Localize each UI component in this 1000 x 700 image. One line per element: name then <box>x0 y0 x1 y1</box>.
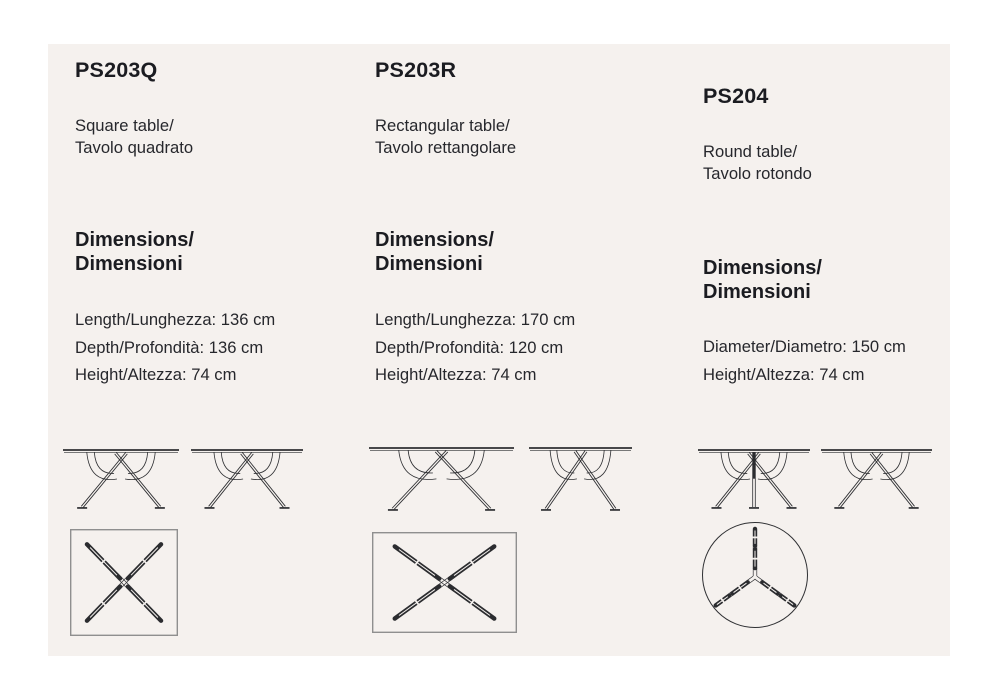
product-type-ps203q <box>75 115 193 159</box>
dimensions-heading-en: Dimensions/ <box>703 257 822 279</box>
dimensions-list-ps203r <box>375 306 575 389</box>
dimension-line: Length/Lunghezza: 136 cm <box>75 310 276 329</box>
product-type-it: Tavolo quadrato <box>75 138 194 157</box>
dimensions-heading-it: Dimensioni <box>75 253 183 275</box>
side-view-drawing-ps203r-side <box>529 446 632 516</box>
dimensions-list-ps204 <box>703 333 906 388</box>
side-view-drawing-ps203q-side <box>191 448 303 514</box>
side-view-drawing-ps204-side <box>821 448 932 514</box>
product-type-en: Square table/ <box>75 116 174 135</box>
product-code-ps204: PS204 <box>703 84 769 108</box>
product-type-it: Tavolo rettangolare <box>375 138 517 157</box>
dimensions-heading-en: Dimensions/ <box>375 229 494 251</box>
dimension-line: Length/Lunghezza: 170 cm <box>375 310 576 329</box>
spec-sheet-panel <box>48 44 950 656</box>
product-type-it: Tavolo rotondo <box>703 164 812 183</box>
plan-view-drawing-ps203q-square <box>70 529 178 636</box>
side-view-drawing-ps204-front <box>698 448 810 514</box>
dimension-line: Depth/Profondità: 120 cm <box>375 337 564 357</box>
dimension-line: Height/Altezza: 74 cm <box>75 365 237 384</box>
side-view-drawing-ps203q-front <box>63 448 179 514</box>
product-type-ps203r <box>375 115 516 159</box>
dimension-line: Height/Altezza: 74 cm <box>703 364 865 384</box>
dimension-line: Diameter/Diametro: 150 cm <box>703 337 906 356</box>
dimensions-heading-ps203r <box>375 228 494 276</box>
product-type-en: Rectangular table/ <box>375 116 510 135</box>
dimension-line: Height/Altezza: 74 cm <box>375 365 537 384</box>
side-view-drawing-ps203r-front <box>369 446 514 516</box>
plan-view-drawing-ps204-circle <box>701 521 809 629</box>
dimensions-list-ps203q <box>75 306 275 389</box>
product-type-en: Round table/ <box>703 142 798 161</box>
product-type-ps204 <box>703 141 812 185</box>
dimensions-heading-ps203q <box>75 228 194 276</box>
dimension-line: Depth/Profondità: 136 cm <box>75 337 264 357</box>
product-code-ps203r: PS203R <box>375 58 457 82</box>
dimensions-heading-it: Dimensioni <box>703 281 811 303</box>
dimensions-heading-ps204 <box>703 256 822 304</box>
plan-view-drawing-ps203r-rectangle <box>372 532 517 633</box>
dimensions-heading-en: Dimensions/ <box>75 229 194 251</box>
dimensions-heading-it: Dimensioni <box>375 253 483 275</box>
product-code-ps203q: PS203Q <box>75 58 158 82</box>
